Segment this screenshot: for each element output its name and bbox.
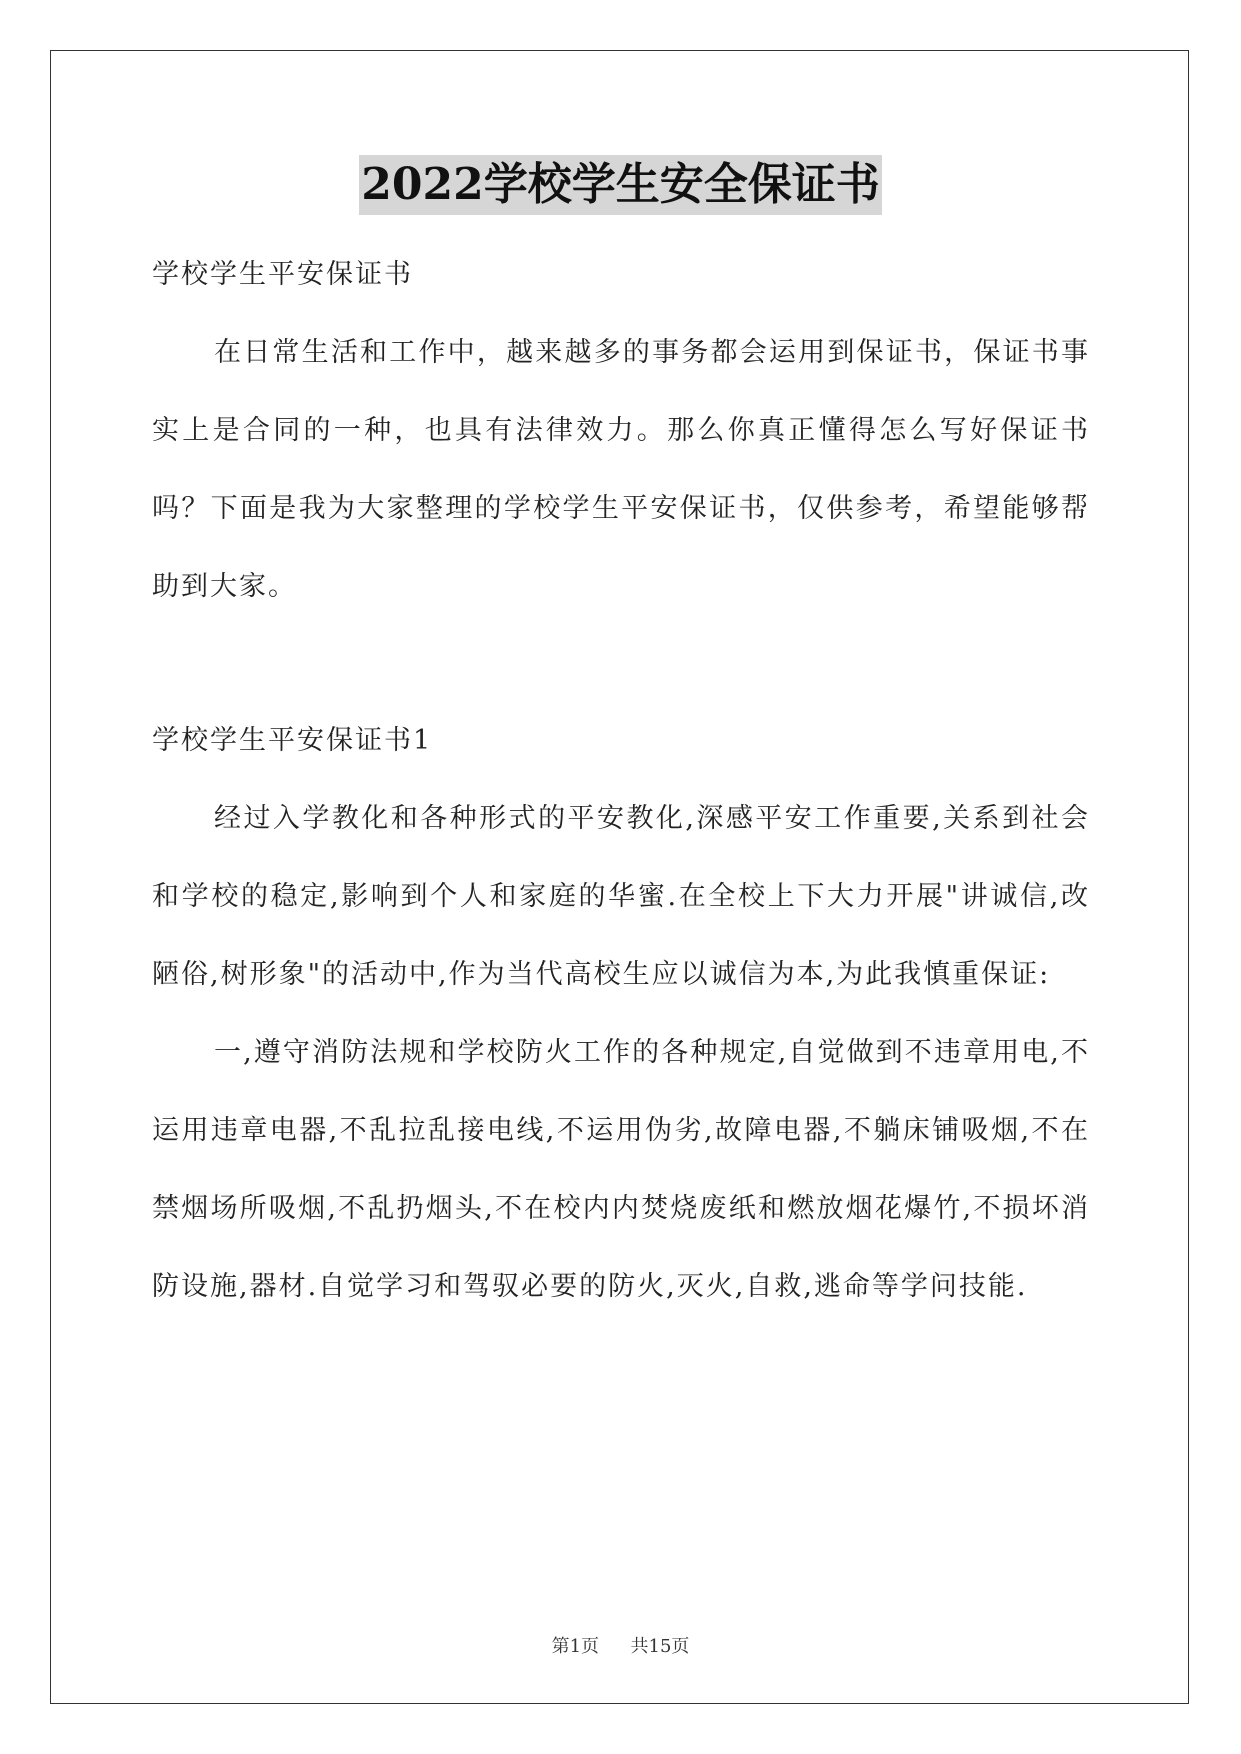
body-paragraph-1: 经过入学教化和各种形式的平安教化,深感平安工作重要,关系到社会和学校的稳定,影响到个人和家庭的华蜜.在全校上下大力开展"讲诚信,改陋俗,树形象"的活动中,作为当代高校生应以诚信为本,为此我慎重保证: [152, 803, 1090, 990]
page-footer [0, 1632, 1241, 1658]
page-number-total: 共15页 [630, 1636, 690, 1657]
section-heading: 学校学生平安保证书1 [152, 725, 433, 756]
title-container [0, 155, 1241, 215]
body-paragraph-2: 一,遵守消防法规和学校防火工作的各种规定,自觉做到不违章用电,不运用违章电器,不乱拉乱接电线,不运用伪劣,故障电器,不躺床铺吸烟,不在禁烟场所吸烟,不乱扔烟头,不在校内内焚烧废纸和燃放烟花爆竹,不损坏消防设施,器材.自觉学习和驾驭必要的防火,灭火,自救,逃命等学问技能. [152, 1037, 1090, 1302]
document-title: 2022学校学生安全保证书 [359, 155, 881, 215]
subtitle: 学校学生平安保证书 [152, 259, 413, 290]
document-body [152, 236, 1090, 1326]
page-number-current: 第1页 [551, 1636, 600, 1657]
intro-paragraph: 在日常生活和工作中，越来越多的事务都会运用到保证书，保证书事实上是合同的一种，也具有法律效力。那么你真正懂得怎么写好保证书吗？下面是我为大家整理的学校学生平安保证书，仅供参考，希望能够帮助到大家。 [152, 337, 1090, 602]
section-gap [152, 626, 1090, 702]
